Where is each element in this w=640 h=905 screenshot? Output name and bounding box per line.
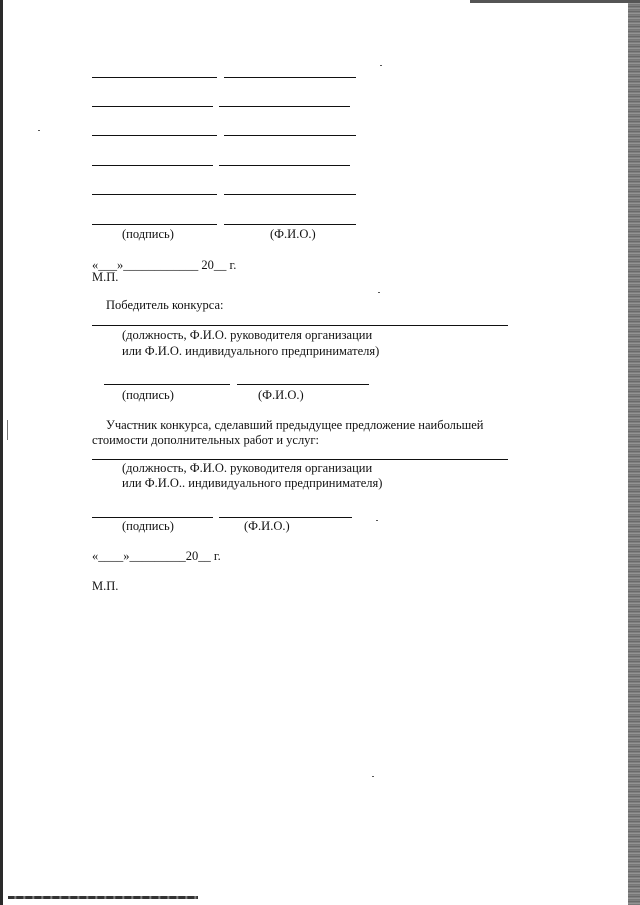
stamp-label: М.П. xyxy=(92,270,119,284)
signature-line xyxy=(92,77,217,78)
signature-line xyxy=(92,224,217,225)
winner-signature-line xyxy=(104,384,230,385)
winner-name-caption: (Ф.И.О.) xyxy=(258,388,304,402)
participant-name-line xyxy=(92,459,508,460)
scan-speck xyxy=(372,776,374,777)
signature-caption: (подпись) xyxy=(122,227,174,241)
signature-line xyxy=(92,165,213,166)
name-line xyxy=(224,77,356,78)
scan-edge-right xyxy=(628,0,640,905)
scan-speck xyxy=(378,292,380,293)
participant-stamp-label: М.П. xyxy=(92,579,119,593)
winner-name-line xyxy=(92,325,508,326)
name-line xyxy=(224,135,356,136)
name-caption: (Ф.И.О.) xyxy=(270,227,316,241)
scan-speck xyxy=(38,130,40,131)
participant-name-line-short xyxy=(219,517,352,518)
participant-date-line: «____»_________20__ г. xyxy=(92,549,221,563)
participant-heading-line-1: Участник конкурса, сделавший предыдущее предложение наибольшей xyxy=(106,418,484,432)
participant-caption-line-2: или Ф.И.О.. индивидуального предпринимателя) xyxy=(122,476,383,490)
winner-name-line-short xyxy=(237,384,369,385)
date-line: «___»____________ 20__ г. xyxy=(92,258,237,272)
scan-edge-left xyxy=(0,0,3,905)
name-line xyxy=(224,194,356,195)
participant-signature-line xyxy=(92,517,213,518)
name-line xyxy=(219,106,350,107)
winner-caption-line-2: или Ф.И.О. индивидуального предпринимателя) xyxy=(122,344,380,358)
winner-signature-caption: (подпись) xyxy=(122,388,174,402)
winner-heading: Победитель конкурса: xyxy=(106,298,224,312)
participant-heading-line-2: стоимости дополнительных работ и услуг: xyxy=(92,433,320,447)
winner-caption-line-1: (должность, Ф.И.О. руководителя организации xyxy=(122,328,373,342)
scan-speck xyxy=(380,65,382,66)
scan-edge-top xyxy=(470,0,640,3)
scan-tick xyxy=(7,420,8,440)
scan-speck xyxy=(376,520,378,521)
scan-edge-bottom xyxy=(8,896,198,899)
name-line xyxy=(219,165,350,166)
name-line xyxy=(224,224,356,225)
participant-signature-caption: (подпись) xyxy=(122,519,174,533)
signature-line xyxy=(92,106,213,107)
signature-line xyxy=(92,194,217,195)
signature-line xyxy=(92,135,217,136)
participant-name-caption: (Ф.И.О.) xyxy=(244,519,290,533)
participant-caption-line-1: (должность, Ф.И.О. руководителя организации xyxy=(122,461,373,475)
